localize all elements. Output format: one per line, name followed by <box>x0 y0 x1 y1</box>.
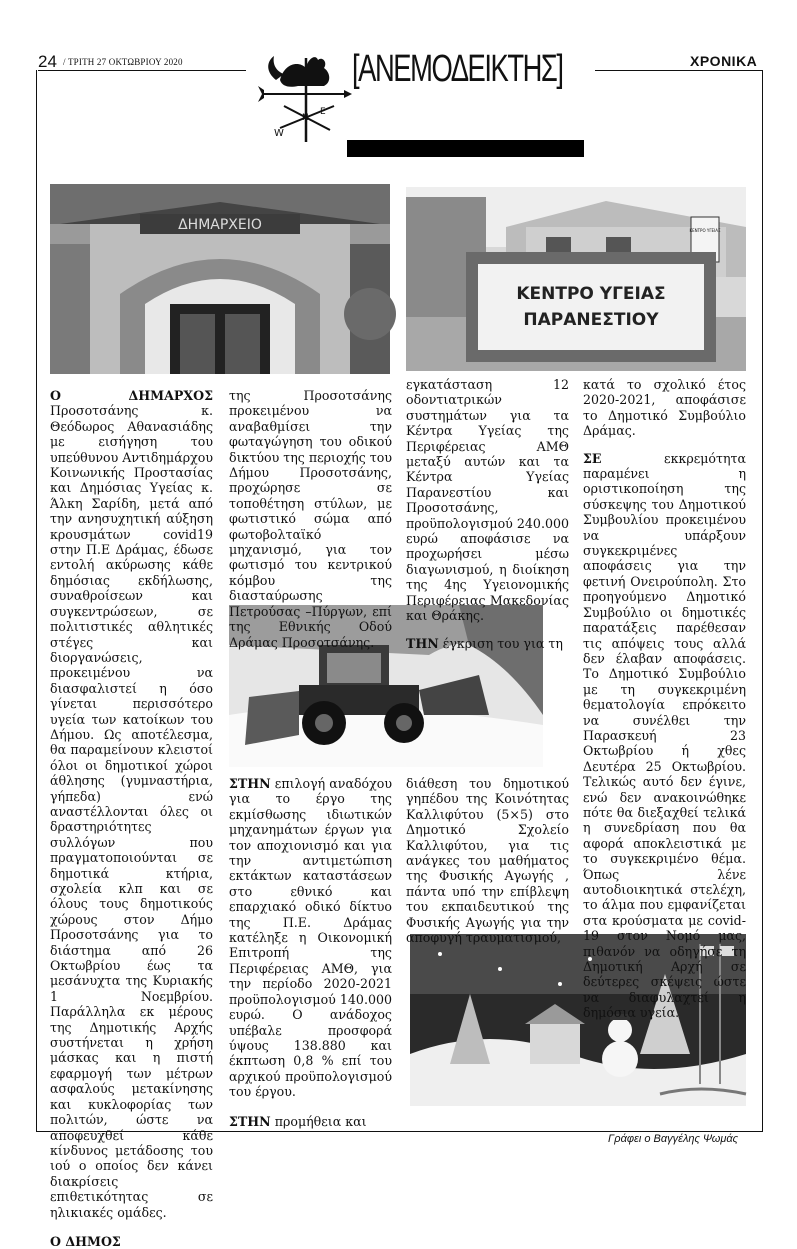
article-snow-lead: ΣΤΗΝ <box>229 776 271 791</box>
article-dental-text: εγκατάσταση 12 οδοντιατρικών συστημάτων για τα Κέντρα Υγείας της Περιφέρειας ΑΜΘ μεταξύ αυτών και τα Κέντρα Υγείας Παρανεστίου και Προσοτσάνης, προϋπολογισμού 240.000 ευρώ αποφάσισε να προχωρήσει μέσω διαγωνισμού, η διοίκηση της 4ης Υγειονομικής Περιφέρειας Μακεδονίας και Θράκης. <box>406 377 569 624</box>
article-municipality-lead: Ο ΔΗΜΟΣ <box>50 1233 121 1249</box>
article-municipality <box>50 1234 213 1249</box>
article-lighting-continued <box>229 388 392 650</box>
column-2-upper <box>229 388 392 650</box>
article-mayor <box>50 388 213 1220</box>
article-approval-lead: ΤΗΝ <box>406 635 439 651</box>
photo-health-center <box>406 187 746 371</box>
article-stadium-text: διάθεση του δημοτικού γηπέδου της Κοινότητας Καλλιφύτου (5×5) στο Δημοτικό Σχολείο Καλλιφύτου, για τις ανάγκες του μαθήματος της Φυσικής Αγωγής , πάντα υπό την επίβλεψη του εκπαιδευτικού της Φυσικής Αγωγής για την αποφυγή τραυματισμού, <box>406 776 569 946</box>
health-center-small-sign: ΚΕΝΤΡΟ ΥΓΕΙΑΣ <box>689 228 721 233</box>
vane-letter-w: W <box>274 128 284 139</box>
article-dental <box>406 377 569 624</box>
byline: Γράφει ο Βαγγέλης Ψωμάς <box>608 1133 739 1145</box>
article-pending-lead: ΣΕ <box>583 450 602 466</box>
health-center-sign-line2: ΠΑΡΑΝΕΣΤΙΟΥ <box>523 310 659 330</box>
article-pending-text: εκκρεμότητα παραμένει η οριστικοποίηση της σύσκεψης του Δημοτικού Συμβουλίου προκειμένου να υπάρξουν συγκεκριμένες αποφάσεις για την φετινή Ονειρούπολη. Στο προηγούμενο Δημοτικό Συμβούλιο οι δημοτικές παρατάξεις παρέθεσαν τις απόψεις τους αλλά δεν έλαβαν αποφάσεις. Το Δημοτικό Συμβούλιο με τη συγκεκριμένη θεματολογία επρόκειτο να συνέλθει την Παρασκευή 23 Οκτωβρίου ή χθες Δευτέρα 25 Οκτωβρίου. Τελικώς αυτό δεν έγινε, ενώ δεν ανακοινώθηκε πότε θα διεξαχθεί τελικά η συνεδρίαση που θα αφορά αποκλειστικά με το συγκεκριμένο θέμα. Όπως λένε αυτοδιοικητικά στελέχη, το άλμα που εμφανίζεται στα κρούσματα με covid-19 στον Νομό μας, πιθανόν να οδηγήσε τη Δημοτική Αρχή σε δεύτερες σκέψεις ώστε να διαφυλαχτεί η δημόσια υγεία. <box>583 450 746 1021</box>
article-snow-text: επιλογή αναδόχου για το έργο της εκμίσθωσης ιδιωτικών μηχανημάτων έργων για τον αποχιονισμό και για την αντιμετώπιση εκτάκτων καταστάσεων στο εθνικό και επαρχιακό οδικό δίκτυο της Π.Ε. Δράμας κατέληξε η Οικονομική Επιτροπή της Περιφέρειας ΑΜΘ, για την περίοδο 2020-2021 προϋπολογισμού 140.000 ευρώ. Ο ανάδοχος υπέβαλε προσφορά ύψους 138.880 και έκπτωση 0,8 % επί του αρχικού προϋπολογισμού του έργου. <box>229 776 392 1100</box>
column-3-lower <box>406 776 569 945</box>
issue-date: / ΤΡΙΤΗ 27 ΟΚΤΩΒΡΙΟΥ 2020 <box>63 57 183 67</box>
article-stadium <box>406 776 569 945</box>
article-school-year-text: κατά το σχολικό έτος 2020-2021, αποφάσισε το Δημοτικό Συμβούλιο Δράμας. <box>583 377 746 439</box>
column-title: [ΑΝΕΜΟΔΕΙΚΤΗΣ] <box>352 48 563 90</box>
article-supply <box>229 1114 392 1129</box>
article-approval-text: έγκριση του για τη <box>438 635 563 651</box>
column-4 <box>583 377 746 1021</box>
article-lighting-text: της Προσοτσάνης προκειμένου να αναβαθμίσει την φωταγώγηση του οδικού δικτύου της περιοχής του Δήμου Προσοτσάνης, προχώρησε σε τοποθέτηση στύλων, με φωτιστικό σώμα από φωτοβολταϊκό μηχανισμό, για τον φωτισμό του κεντρικού κόμβου της διασταύρωσης Πετρούσας –Πύργων, επί της Εθνικής Οδού Δράμας Προσοτσάνης. <box>229 388 392 650</box>
vane-letter-n: N <box>302 113 309 123</box>
article-snow <box>229 776 392 1100</box>
article-mayor-lead: Ο ΔΗΜΑΡΧΟΣ <box>50 388 213 403</box>
article-pending <box>583 451 746 1021</box>
vane-letter-e: E <box>320 107 326 117</box>
article-school-year <box>583 377 746 439</box>
health-center-sign-line1: ΚΕΝΤΡΟ ΥΓΕΙΑΣ <box>516 284 666 304</box>
page-number: 24 <box>38 52 57 71</box>
column-3-upper <box>406 377 569 651</box>
column-1 <box>50 388 213 1249</box>
photo-town-hall <box>50 184 390 374</box>
column-2-lower <box>229 776 392 1129</box>
article-supply-text: προμήθεια και <box>270 1113 367 1129</box>
section-name: ΧΡΟΝΙΚΑ <box>690 53 758 69</box>
article-mayor-text: Προσοτσάνης κ. Θεόδωρος Αθανασιάδης με εισήγηση του υπεύθυνου Αντιδημάρχου Κοινωνικής Προστασίας και Δημόσιας Υγείας κ. Άλκη Σαρίδη, μετά από την ανησυχητική αύξηση κρουσμάτων covid19 στην Π.Ε Δράμας, έδωσε εντολή ακύρωσης κάθε δημόσιας εκδήλωσης, συναθροίσεων και συγκεντρώσεων, σε πολιτιστικές αθλητικές στέγες και διοργανώσεις, προκειμένου να διασφαλιστεί η όσο γίνεται περισσότερο υγεία των κατοίκων του Δήμου. Ως αποτέλεσμα, θα παραμείνουν κλειστοί όλοι οι δημοτικοί χώροι άθλησης (γυμναστήρια, γήπεδα) ενώ αναστέλλονται όλες οι δραστηριότητες συλλόγων που πραγματοποιούνται σε δημοτικά κτήρια, σχολεία κλπ και σε όλους τους δημοτικούς χώρους στον Δήμο Προσοτσάνης για το διάστημα από 26 Οκτωβρίου έως τα μεσάνυχτα της Κυριακής 1 Νοεμβρίου. Παράλληλα εκ μέρους της Δημοτικής Αρχής συστήνεται η χρήση μάσκας και η πιστή εφαρμογή των μέτρων ασφαλούς μετακίνησης και κυκλοφορίας των πολιτών, ώστε να αποφευχθεί κάθε κίνδυνος μετάδοσης του ιού ο οποίος δεν κάνει διακρίσεις επιθετικότητας σε ηλικιακές ομάδες. <box>50 403 213 1220</box>
article-supply-lead: ΣΤΗΝ <box>229 1113 271 1129</box>
town-hall-sign: ΔΗΜΑΡΧΕΙΟ <box>178 217 262 233</box>
article-approval <box>406 636 569 651</box>
